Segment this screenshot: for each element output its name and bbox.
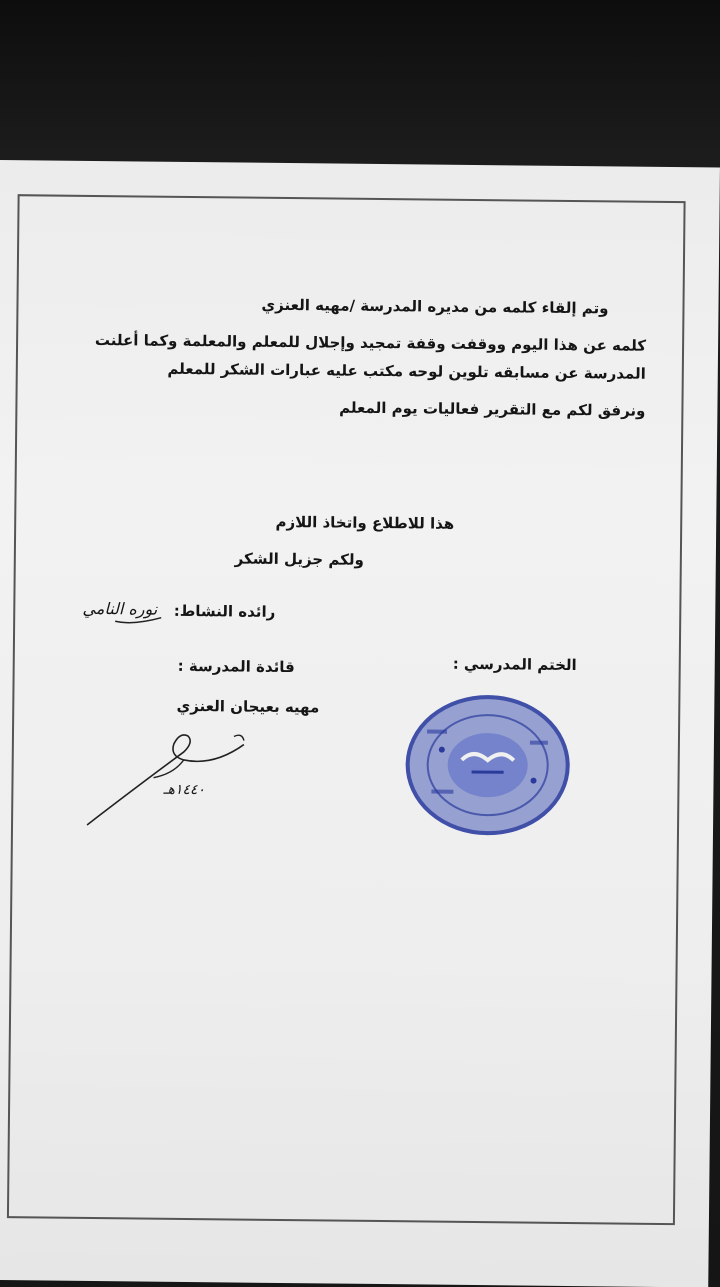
school-seal-stamp xyxy=(401,689,575,841)
principal-label: قائدة المدرسة : xyxy=(177,656,295,677)
body-line-1: وتم إلقاء كلمه من مديره المدرسة /مهيه العنزي xyxy=(261,295,609,318)
principal-signature xyxy=(83,721,264,833)
activity-leader-name: نوره النامي xyxy=(82,598,158,619)
document-page xyxy=(0,160,720,1287)
closing-line: هذا للاطلاع واتخاذ اللازم xyxy=(275,512,455,533)
signature-date: ١٤٤٠هـ xyxy=(163,781,206,799)
thanks-line: ولكم جزيل الشكر xyxy=(234,549,364,569)
body-line-4: ونرفق لكم مع التقرير فعاليات يوم المعلم xyxy=(339,398,646,420)
body-line-3: المدرسة عن مسابقه تلوين لوحه مكتب عليه عبارات الشكر للمعلم xyxy=(167,359,646,383)
principal-name: مهيه بعيجان العنزي xyxy=(176,696,320,717)
activity-leader-underline xyxy=(113,613,163,628)
activity-leader-label: رائده النشاط: xyxy=(173,601,276,621)
stamp-label: الختم المدرسي : xyxy=(452,654,577,675)
body-line-2: كلمه عن هذا اليوم ووقفت وقفة تمجيد وإجلال للمعلم والمعلمة وكما أعلنت xyxy=(94,331,647,355)
